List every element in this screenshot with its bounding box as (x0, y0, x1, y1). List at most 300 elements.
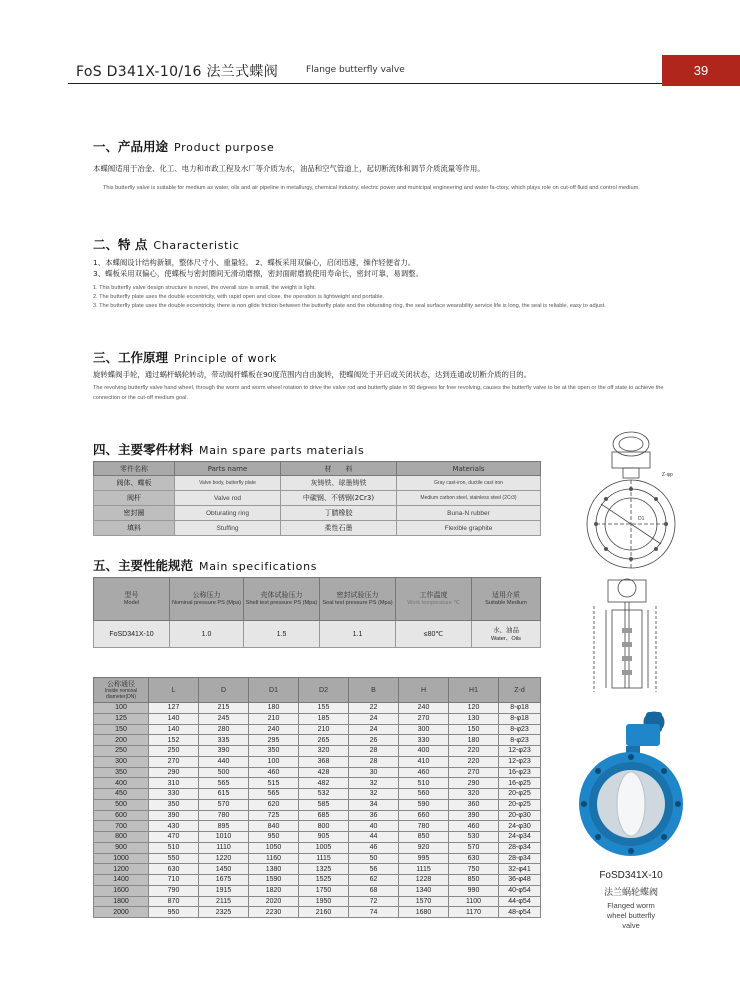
dimensions-table (93, 677, 541, 918)
table-cell: 8-φ18 (499, 713, 541, 724)
table-cell: 310 (149, 778, 199, 789)
table-cell: 48-φ54 (499, 907, 541, 918)
specs-header-cn: 公称压力 (192, 591, 221, 599)
disc-hatch (622, 656, 632, 661)
specs-header-cell (170, 578, 244, 621)
materials-header-cell: Parts name (175, 462, 281, 476)
table-cell: 140 (149, 713, 199, 724)
table-cell: 46 (349, 842, 399, 853)
table-cell: 290 (149, 767, 199, 778)
gearbox-outline (612, 452, 650, 468)
table-cell: 300 (399, 724, 449, 735)
table-cell: 850 (399, 832, 449, 843)
table-cell: 245 (199, 713, 249, 724)
side-gearbox (608, 580, 646, 602)
specs-header-en: Suitable Medium (485, 600, 527, 606)
table-row (94, 506, 541, 521)
table-row (94, 491, 541, 506)
specs-header-en: Shell test pressure PS (Mpa) (245, 600, 318, 606)
table-cell: FoSD341X-10 (94, 621, 170, 648)
table-row (94, 885, 541, 896)
table-cell: 1050 (249, 842, 299, 853)
table-cell: 28 (349, 746, 399, 757)
table-cell: 150 (449, 724, 499, 735)
table-cell: 32-φ41 (499, 864, 541, 875)
features-cn-line2: 3、蝶板采用双偏心，使蝶板与密封圈间无滑动磨擦，密封面耐磨损使用寿命长，密封可靠，易调整。 (93, 269, 423, 278)
table-cell: 24 (349, 724, 399, 735)
table-cell: 8-φ23 (499, 735, 541, 746)
table-cell: 590 (399, 799, 449, 810)
purpose-heading (93, 137, 274, 155)
table-cell: 870 (149, 896, 199, 907)
features-cn-line1: 1、本蝶阀设计结构新颖，整体尺寸小、重量轻。 2、蝶板采用双偏心，启闭迅速，操作轻便省力。 (93, 258, 416, 267)
table-cell: 填料 (94, 521, 175, 536)
table-cell: 1750 (299, 885, 349, 896)
specs-header-row (94, 578, 541, 621)
table-row (94, 842, 541, 853)
caption-cn: 法兰蜗轮蝶阀 (603, 888, 658, 898)
table-cell: 1160 (249, 853, 299, 864)
table-cell: 36 (349, 810, 399, 821)
table-cell: 460 (449, 821, 499, 832)
table-cell: Flexible graphite (397, 521, 541, 536)
table-cell: 20-φ25 (499, 789, 541, 800)
specs-header-cell (94, 578, 170, 621)
dn-cell: 1400 (94, 875, 149, 886)
table-cell: 290 (449, 778, 499, 789)
table-cell: 1325 (299, 864, 349, 875)
specs-header-en: Seal test pressure PS (Mpa) (322, 600, 393, 606)
bolt-icon (661, 834, 667, 840)
table-cell: 210 (249, 713, 299, 724)
table-cell: Valve rod (175, 491, 281, 506)
table-cell: 410 (399, 756, 449, 767)
bolt-hole (629, 557, 633, 561)
table-cell: 1680 (399, 907, 449, 918)
principle-heading-en: Principle of work (174, 352, 278, 365)
table-cell: 1590 (249, 875, 299, 886)
table-cell: 32 (349, 789, 399, 800)
table-cell: 100 (249, 756, 299, 767)
table-cell: 50 (349, 853, 399, 864)
bolt-hole (594, 522, 598, 526)
table-cell: 780 (199, 810, 249, 821)
table-cell: 1950 (299, 896, 349, 907)
bolt-hole (629, 487, 633, 491)
specs-header-cell (396, 578, 472, 621)
specs-header-cn: 壳体试验压力 (260, 591, 303, 599)
table-cell: 400 (399, 746, 449, 757)
materials-heading (93, 440, 364, 458)
features-heading-cn: 二、特 点 (93, 237, 148, 252)
table-cell: Buna-N rubber (397, 506, 541, 521)
table-cell: 850 (449, 875, 499, 886)
table-cell: 1.1 (320, 621, 396, 648)
table-cell: 180 (249, 703, 299, 714)
table-cell: 265 (299, 735, 349, 746)
purpose-text-en: This butterfly valve is suitable for medium as water, oils and air pipeline in metallurgy, chemical industry, electric power and municipal engineering and water fa-ctory, which plays role on cut-off fluid and control medium. (103, 185, 640, 191)
table-cell: 515 (249, 778, 299, 789)
table-cell: 250 (149, 746, 199, 757)
materials-header-cell: 材 料 (281, 462, 397, 476)
disc-hatch (622, 670, 632, 675)
specs-header-en: Model (123, 600, 140, 606)
materials-table (93, 461, 541, 536)
dimensions-header-cell: D2 (299, 678, 349, 703)
materials-header-cell: 零件名称 (94, 462, 175, 476)
table-cell: 12-φ23 (499, 746, 541, 757)
table-cell: 905 (299, 832, 349, 843)
specs-header-en: Nominal pressure PS (Mpa) (171, 600, 241, 606)
table-row (94, 875, 541, 886)
table-cell: 密封圈 (94, 506, 175, 521)
table-cell: 800 (299, 821, 349, 832)
table-cell: ≤80℃ (396, 621, 472, 648)
table-cell: 74 (349, 907, 399, 918)
table-cell: 330 (399, 735, 449, 746)
table-row (94, 735, 541, 746)
table-cell: 44-φ54 (499, 896, 541, 907)
table-cell: 20-φ30 (499, 810, 541, 821)
specs-header-cn: 密封试验压力 (336, 591, 379, 599)
side-body (612, 610, 642, 688)
dn-cell: 250 (94, 746, 149, 757)
table-cell: 1.0 (170, 621, 244, 648)
table-cell: 530 (449, 832, 499, 843)
table-row (94, 703, 541, 714)
table-cell: 565 (249, 789, 299, 800)
table-cell: 280 (199, 724, 249, 735)
table-cell: 550 (149, 853, 199, 864)
table-cell: 1010 (199, 832, 249, 843)
table-cell: 460 (249, 767, 299, 778)
d1-label: D1 (638, 516, 645, 522)
table-cell: 24-φ30 (499, 821, 541, 832)
table-cell: 72 (349, 896, 399, 907)
table-cell: 2160 (299, 907, 349, 918)
table-cell: 丁腈橡胶 (281, 506, 397, 521)
table-cell: 140 (149, 724, 199, 735)
dn-cell: 400 (94, 778, 149, 789)
bolt-hole (654, 497, 658, 501)
dn-cell: 150 (94, 724, 149, 735)
front-view-drawing (576, 430, 686, 580)
table-cell: 510 (149, 842, 199, 853)
caption-en-line1: Flanged worm (607, 901, 655, 910)
medium-en: Water、Oils (491, 635, 521, 642)
bolt-hole (654, 547, 658, 551)
dn-cell: 600 (94, 810, 149, 821)
bolt-hole (604, 497, 608, 501)
bolt-icon (628, 848, 634, 854)
table-cell: 685 (299, 810, 349, 821)
features-heading-en: Characteristic (153, 239, 240, 252)
dn-cell: 900 (94, 842, 149, 853)
dn-cell: 1200 (94, 864, 149, 875)
dn-cell: 1000 (94, 853, 149, 864)
table-cell: 482 (299, 778, 349, 789)
table-cell: 585 (299, 799, 349, 810)
features-heading (93, 235, 240, 253)
table-cell (472, 621, 541, 648)
bracket-outline (623, 468, 639, 478)
specs-header-cn: 工作温度 (419, 591, 448, 599)
table-cell: 12-φ23 (499, 756, 541, 767)
table-row (94, 864, 541, 875)
table-cell: 灰铸铁、球墨铸铁 (281, 476, 397, 491)
table-cell: 1005 (299, 842, 349, 853)
dn-cell: 1600 (94, 885, 149, 896)
table-cell: 565 (199, 778, 249, 789)
table-row (94, 821, 541, 832)
materials-heading-cn: 四、主要零件材料 (93, 442, 194, 457)
table-cell: 2325 (199, 907, 249, 918)
bolt-icon (628, 754, 634, 760)
dimensions-header-cell (94, 678, 149, 703)
table-cell: 360 (449, 799, 499, 810)
table-cell: 470 (149, 832, 199, 843)
table-cell: 40-φ54 (499, 885, 541, 896)
dn-cell: 200 (94, 735, 149, 746)
disc-hatch (622, 642, 632, 647)
table-cell: 270 (399, 713, 449, 724)
dn-cell: 700 (94, 821, 149, 832)
table-cell: 725 (249, 810, 299, 821)
table-cell: 阀体、蝶板 (94, 476, 175, 491)
table-cell: 320 (299, 746, 349, 757)
table-cell: 28-φ34 (499, 853, 541, 864)
bolt-label: Z-φp (662, 472, 673, 478)
table-cell: 368 (299, 756, 349, 767)
table-cell: 68 (349, 885, 399, 896)
bolt-icon (675, 801, 681, 807)
table-cell: 920 (399, 842, 449, 853)
dimensions-header-cell: D1 (249, 678, 299, 703)
table-cell: Obturating ring (175, 506, 281, 521)
dn-header-en: Inside nominal diameter(DN) (104, 687, 138, 700)
table-cell: 32 (349, 778, 399, 789)
table-cell: 1450 (199, 864, 249, 875)
table-cell: 2230 (249, 907, 299, 918)
table-cell: 840 (249, 821, 299, 832)
table-cell: 560 (399, 789, 449, 800)
materials-header-cell: Materials (397, 462, 541, 476)
table-cell: Valve body, butterfly plate (175, 476, 281, 491)
features-en-line3: 3. The butterfly plate uses the double eccentricity, there is non glide friction between the butterfly plate and the obturating ring, the seal surface wearability service life is long, the seal is reliable, easy to adjust. (93, 303, 606, 309)
specs-header-cn: 适用介质 (492, 591, 520, 599)
table-row (94, 907, 541, 918)
side-handwheel (618, 579, 636, 597)
table-cell: 阀杆 (94, 491, 175, 506)
dimensions-header-cell: Z-d (499, 678, 541, 703)
table-cell: 390 (149, 810, 199, 821)
table-cell: 120 (449, 703, 499, 714)
specs-header-cell (244, 578, 320, 621)
table-cell: 1170 (449, 907, 499, 918)
table-cell: 790 (149, 885, 199, 896)
table-cell: 24 (349, 713, 399, 724)
table-cell: 1525 (299, 875, 349, 886)
table-row (94, 767, 541, 778)
caption-en-line3: valve (622, 921, 640, 930)
table-cell: 152 (149, 735, 199, 746)
valve-product-image (576, 708, 686, 866)
specs-header-cell (320, 578, 396, 621)
dn-cell: 100 (94, 703, 149, 714)
table-cell: 630 (149, 864, 199, 875)
dn-cell: 350 (94, 767, 149, 778)
table-cell: 1228 (399, 875, 449, 886)
table-cell: 2115 (199, 896, 249, 907)
table-cell: 1.5 (244, 621, 320, 648)
table-cell: 36-φ48 (499, 875, 541, 886)
table-cell: 62 (349, 875, 399, 886)
bolt-icon (661, 768, 667, 774)
table-cell: 20-φ25 (499, 799, 541, 810)
table-cell: 40 (349, 821, 399, 832)
table-row (94, 521, 541, 536)
table-cell: 270 (449, 767, 499, 778)
table-cell: 220 (449, 746, 499, 757)
materials-header-row (94, 462, 541, 476)
dimensions-header-cell: L (149, 678, 199, 703)
medium-cn: 水、油品 (493, 625, 519, 634)
table-cell: 1340 (399, 885, 449, 896)
table-row (94, 756, 541, 767)
table-cell: 570 (199, 799, 249, 810)
table-cell: 390 (449, 810, 499, 821)
bolt-hole (604, 547, 608, 551)
table-cell: 28 (349, 756, 399, 767)
features-en-line2: 2. The butterfly plate uses the double eccentricity, with rapid open and close, the operation is lightweight and portable. (93, 294, 385, 300)
header-rule (68, 83, 662, 84)
table-cell: 130 (449, 713, 499, 724)
table-row (94, 746, 541, 757)
table-cell: 185 (299, 713, 349, 724)
table-cell: 350 (149, 799, 199, 810)
table-cell: 660 (399, 810, 449, 821)
page-header (0, 55, 740, 86)
specs-table (93, 577, 541, 648)
table-cell: 215 (199, 703, 249, 714)
table-row (94, 713, 541, 724)
table-cell: Medium carbon steel, stainless steel (2Cr3) (397, 491, 541, 506)
table-cell: 440 (199, 756, 249, 767)
dn-cell: 800 (94, 832, 149, 843)
table-cell: 630 (449, 853, 499, 864)
table-cell: 中碳钢、不锈钢(2Cr3) (281, 491, 397, 506)
features-en-line1: 1. This butterfly valve design structure is novel, the overall size is small, the weight is light. (93, 285, 316, 291)
table-cell: 240 (399, 703, 449, 714)
table-cell: 295 (249, 735, 299, 746)
table-cell: 1570 (399, 896, 449, 907)
table-cell: 44 (349, 832, 399, 843)
table-cell: 270 (149, 756, 199, 767)
bolt-icon (595, 834, 601, 840)
materials-heading-en: Main spare parts materials (199, 444, 365, 457)
table-cell: 895 (199, 821, 249, 832)
table-cell: 1220 (199, 853, 249, 864)
disc-hatch (622, 628, 632, 633)
principle-heading-cn: 三、工作原理 (93, 350, 169, 365)
table-cell: 335 (199, 735, 249, 746)
table-cell: 990 (449, 885, 499, 896)
table-cell: 710 (149, 875, 199, 886)
table-cell: 26 (349, 735, 399, 746)
table-cell: 320 (449, 789, 499, 800)
specs-header-cell (472, 578, 541, 621)
table-row (94, 832, 541, 843)
table-row (94, 621, 541, 648)
table-cell: 620 (249, 799, 299, 810)
table-cell: 30 (349, 767, 399, 778)
table-row (94, 778, 541, 789)
table-cell: 995 (399, 853, 449, 864)
table-cell: 950 (149, 907, 199, 918)
dimensions-header-cell: D (199, 678, 249, 703)
table-cell: 390 (199, 746, 249, 757)
table-cell: 220 (449, 756, 499, 767)
table-cell: 1915 (199, 885, 249, 896)
table-cell: 柔性石墨 (281, 521, 397, 536)
table-cell: 56 (349, 864, 399, 875)
table-cell: Gray cast-iron, ductile cast iron (397, 476, 541, 491)
principle-text-en: The revolving butterfly valve hand wheel, through the worm and worm wheel rotation to drive the valve rod and butterfly plate in 90 degrees for free revolving, causes the butterfly valve to be at the open or the off state to achieve the connection or the cut-off medium goal. (93, 385, 664, 401)
caption-en-line2: wheel butterfly (606, 911, 656, 920)
table-cell: 2020 (249, 896, 299, 907)
table-cell: 155 (299, 703, 349, 714)
table-cell: 350 (249, 746, 299, 757)
principle-text-cn: 旋转蝶阀手轮，通过蜗杆蜗轮转动，带动阀杆蝶板在90度范围内自由旋转，使蝶阀处于开启或关闭状态，达到连通或切断介质的目的。 (93, 370, 532, 379)
table-cell: 532 (299, 789, 349, 800)
dn-cell: 500 (94, 799, 149, 810)
dn-cell: 1800 (94, 896, 149, 907)
dimensions-header-cell: H (399, 678, 449, 703)
table-row (94, 789, 541, 800)
table-cell: 330 (149, 789, 199, 800)
gearbox-body (626, 724, 660, 746)
table-row (94, 476, 541, 491)
table-cell: 8-φ18 (499, 703, 541, 714)
header-title: FoS D341X-10/16 法兰式蝶阀 (76, 64, 278, 80)
specs-heading (93, 556, 317, 574)
table-cell: 180 (449, 735, 499, 746)
table-cell: Stuffing (175, 521, 281, 536)
purpose-text-cn: 本蝶阀适用于冶金、化工、电力和市政工程及水厂等介质为水，油品和空气管道上，起切断流体和调节介质流量等作用。 (93, 164, 485, 173)
table-cell: 570 (449, 842, 499, 853)
caption-model: FoSD341X-10 (599, 870, 663, 881)
specs-header-en: Work temperature ℃ (407, 600, 460, 606)
table-row (94, 799, 541, 810)
table-cell: 210 (299, 724, 349, 735)
table-row (94, 724, 541, 735)
bolt-icon (581, 801, 587, 807)
dimensions-header-cell: H1 (449, 678, 499, 703)
header-subtitle: Flange butterfly valve (306, 65, 405, 75)
table-cell: 28-φ34 (499, 842, 541, 853)
table-row (94, 896, 541, 907)
table-cell: 1115 (399, 864, 449, 875)
table-cell: 428 (299, 767, 349, 778)
table-cell: 8-φ23 (499, 724, 541, 735)
table-cell: 16-φ23 (499, 767, 541, 778)
table-cell: 240 (249, 724, 299, 735)
table-row (94, 853, 541, 864)
specs-heading-en: Main specifications (199, 560, 318, 573)
purpose-heading-cn: 一、产品用途 (93, 139, 169, 154)
table-cell: 500 (199, 767, 249, 778)
disc (617, 772, 645, 836)
